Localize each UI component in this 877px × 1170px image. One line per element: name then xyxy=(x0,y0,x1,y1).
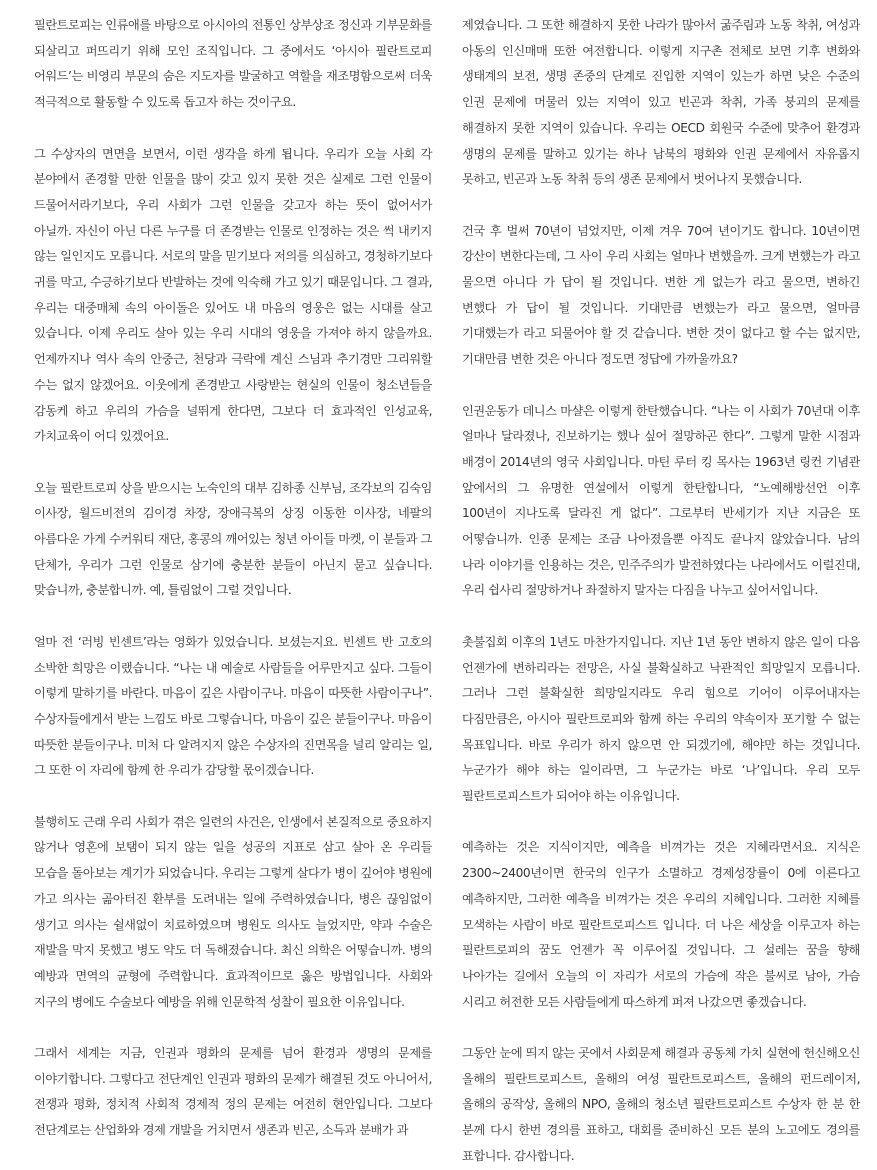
paragraph: 필란트로피는 인류애를 바탕으로 아시아의 전통인 상부상조 정신과 기부문화를 되살리고 퍼뜨리기 위해 모인 조직입니다. 그 중에서도 ‘아시아 필란트로피 어워드’는 비영리 부문의 숨은 지도자를 발굴하고 역할을 재조명함으로써 더욱 적극적으로 활동할 수 있도록 돕고자 하는 것이구요. xyxy=(34,18,432,110)
paragraph: 촛불집회 이후의 1년도 마찬가지입니다. 지난 1년 동안 변하지 않은 일이 다음 언젠가에 변하리라는 전망은, 사실 불확실하고 낙관적인 희망일지 모릅니다. 그러나 그런 불확실한 희망일지라도 우리 힘으로 기어이 이루어내자는 다짐만큼은, 아시아 필란트로피와 함께 하는 우리의 약속이자 포기할 수 없는 목표입니다. 바로 우리가 하지 않으면 안 되겠기에, 해야만 하는 것입니다. 누군가가 해야 하는 일이라면, 그 누군가는 바로 ‘나’입니다. 우리 모두 필란트로피스트가 되어야 하는 이유입니다. xyxy=(462,634,860,804)
paragraph: 그래서 세계는 지금, 인권과 평화의 문제를 넘어 환경과 생명의 문제를 이야기합니다. 그렇다고 전단계인 인권과 평화의 문제가 해결된 것도 아니어서, 전쟁과 평화, 정치적 사회적 경제적 정의 문제는 여전히 현안입니다. 그보다 전단계로는 산업화와 경제 개발을 거치면서 생존과 빈곤, 소득과 분배가 과 xyxy=(34,1046,432,1138)
paragraph: 인권운동가 데니스 마샬은 이렇게 한탄했습니다. “나는 이 사회가 70년대 이후 얼마나 달라졌나, 진보하기는 했나 싶어 절망하곤 한다”. 그렇게 말한 시점과 배경이 2014년의 영국 사회입니다. 마틴 루터 킹 목사는 1963년 링컨 기념관 앞에서의 그 유명한 연설에서 이렇게 한탄합니다, “노예해방선언 이후 100년이 지나도록 달라진 게 없다”. 그로부터 반세기가 지난 지금은 또 어떻습니까. 인종 문제는 조금 나아졌을뿐 아직도 끝나지 않았습니다. 남의 나라 이야기를 인용하는 것은, 민주주의가 발전하였다는 나라에서도 이럴진대, 우리 쉽사리 절망하거나 좌절하지 말자는 다짐을 나누고 싶어서입니다. xyxy=(462,403,860,598)
paragraph: 건국 후 벌써 70년이 넘었지만, 이제 겨우 70여 년이기도 합니다. 10년이면 강산이 변한다는데, 그 사이 우리 사회는 얼마나 변했을까. 크게 변했는가 라고 물으면 아니다 가 답이 될 것입니다. 변한 게 없는가 라고 물으면, 변하긴 변했다 가 답이 될 것입니다. 기대만큼 변했는가 라고 물으면, 얼마큼 기대했는가 라고 되물어야 할 것 같습니다. 변한 것이 없다고 할 수는 없지만, 기대만큼 변한 것은 아니다 정도면 정답에 가까울까요? xyxy=(462,223,860,367)
right-column xyxy=(462,13,860,1163)
paragraph: 예측하는 것은 지식이지만, 예측을 비껴가는 것은 지혜라면서요. 지식은 2300~2400년이면 한국의 인구가 소멸하고 경제성장률이 0에 이른다고 예측하지만, 그러한 예측을 비껴가는 것은 우리의 지혜입니다. 그러한 지혜를 모색하는 사람이 바로 필란트로피스트 입니다. 더 나은 세상을 이루고자 하는 필란트로피의 꿈도 언젠가 꼭 이루어질 것입니다. 그 설레는 꿈을 향해 나아가는 길에서 오늘의 이 자리가 서로의 가슴에 작은 불씨로 남아, 가슴 시리고 허전한 모든 사람들에게 따스하게 퍼져 나갔으면 좋겠습니다. xyxy=(462,840,860,1009)
paragraph: 그 수상자의 면면을 보면서, 이런 생각을 하게 됩니다. 우리가 오늘 사회 각 분야에서 존경할 만한 인물을 많이 갖고 있지 못한 것은 실제로 그런 인물이 드물어서라기보다, 우리 사회가 그런 인물을 갖고자 하는 뜻이 없어서가 아닐까. 자신이 아닌 다른 누구를 더 존경받는 인물로 인정하는 것은 썩 내키지 않는 일인지도 모릅니다. 서로의 말을 믿기보다 저의를 의심하고, 경청하기보다 귀를 막고, 수긍하기보다 반발하는 것에 익숙해 가고 있기 때문입니다. 그 결과, 우리는 대중매체 속의 아이돌은 있어도 내 마음의 영웅은 없는 시대를 살고 있습니다. 이제 우리도 살아 있는 우리 시대의 영웅을 가져야 하지 않을까요. 언제까지나 역사 속의 안중근, 천당과 극락에 계신 스님과 추기경만 그리워할 수는 없지 않겠어요. 이웃에게 존경받고 사랑받는 현실의 인물이 청소년들을 감동케 하고 우리의 가슴을 널뛰게 한다면, 그보다 더 효과적인 인성교육, 가치교육이 어디 있겠어요. xyxy=(34,146,432,444)
paragraph: 제였습니다. 그 또한 해결하지 못한 나라가 많아서 굶주림과 노동 착취, 여성과 아동의 인신매매 또한 여전합니다. 이렇게 지구촌 전체로 보면 기후 변화와 생태계의 보전, 생명 존중의 단계로 진입한 지역이 있는가 하면 낮은 수준의 인권 문제에 머물러 있는 지역이 있고 빈곤과 착취, 가족 붕괴의 문제를 해결하지 못한 지역이 있습니다. 우리는 OECD 회원국 수준에 맞추어 환경과 생명의 문제를 말하고 있기는 하나 남북의 평화와 인권 문제에서 자유롭지 못하고, 빈곤과 노동 착취 등의 생존 문제에서 벗어나지 못했습니다. xyxy=(462,18,860,187)
left-column xyxy=(34,13,432,1138)
paragraph: 얼마 전 ‘러빙 빈센트’라는 영화가 있었습니다. 보셨는지요. 빈센트 반 고호의 소박한 희망은 이랬습니다. “나는 내 예술로 사람들을 어루만지고 싶다. 그들이 이렇게 말하기를 바란다. 마음이 깊은 사람이구나. 마음이 따뜻한 사람이구나”. 수상자들에게서 받는 느낌도 바로 그렇습니다, 마음이 깊은 분들이구나. 마음이 따뜻한 분들이구나. 미처 다 알려지지 않은 수상자의 진면목을 널리 알리는 일, 그 또한 이 자리에 함께 한 우리가 감당할 몫이겠습니다. xyxy=(34,634,432,778)
paragraph: 불행히도 근래 우리 사회가 겪은 일련의 사건은, 인생에서 본질적으로 중요하지 않거나 영혼에 보탬이 되지 않는 일을 성공의 지표로 삼고 살아 온 우리들 모습을 돌아보는 계기가 되었습니다. 우리는 그렇게 살다가 병이 깊어야 병원에 가고 의사는 곪아터진 환부를 도려내는 일에 주력하였습니다, 병은 끊임없이 생기고 의사는 쉴새없이 치료하였으며 병원도 의사도 늘었지만, 약과 수술은 재발을 막지 못했고 병도 약도 더 독해졌습니다. 최신 의학은 어떻습니까. 병의 예방과 면역의 균형에 주력합니다. 효과적이므로 옳은 방법입니다. 사회와 지구의 병에도 수술보다 예방을 위해 인문학적 성찰이 필요한 이유입니다. xyxy=(34,814,432,1009)
paragraph: 오늘 필란트로피 상을 받으시는 노숙인의 대부 김하종 신부님, 조각보의 김숙임 이사장, 월드비전의 김이경 차장, 장애극복의 상징 이동한 이사장, 네팔의 아름다운 가게 수커워티 재단, 홍콩의 깨어있는 청년 아이들 마켓, 이 분들과 그 단체가, 우리가 그런 인물로 삼기에 충분한 분들이 아닌지 묻고 싶습니다. 맞습니까, 충분합니까. 예, 틀림없이 그럴 것입니다. xyxy=(34,480,432,598)
paragraph: 그동안 눈에 띄지 않는 곳에서 사회문제 해결과 공동체 가치 실현에 헌신해오신 올해의 필란트로피스트, 올해의 여성 필란트로피스트, 올해의 펀드레이저, 올해의 공작상, 올해의 NPO, 올해의 청소년 필란트로피스트 수상자 한 분 한 분께 다시 한번 경의를 표하고, 대회를 준비하신 모든 분의 노고에도 경의를 표합니다. 감사합니다. xyxy=(462,1046,860,1163)
